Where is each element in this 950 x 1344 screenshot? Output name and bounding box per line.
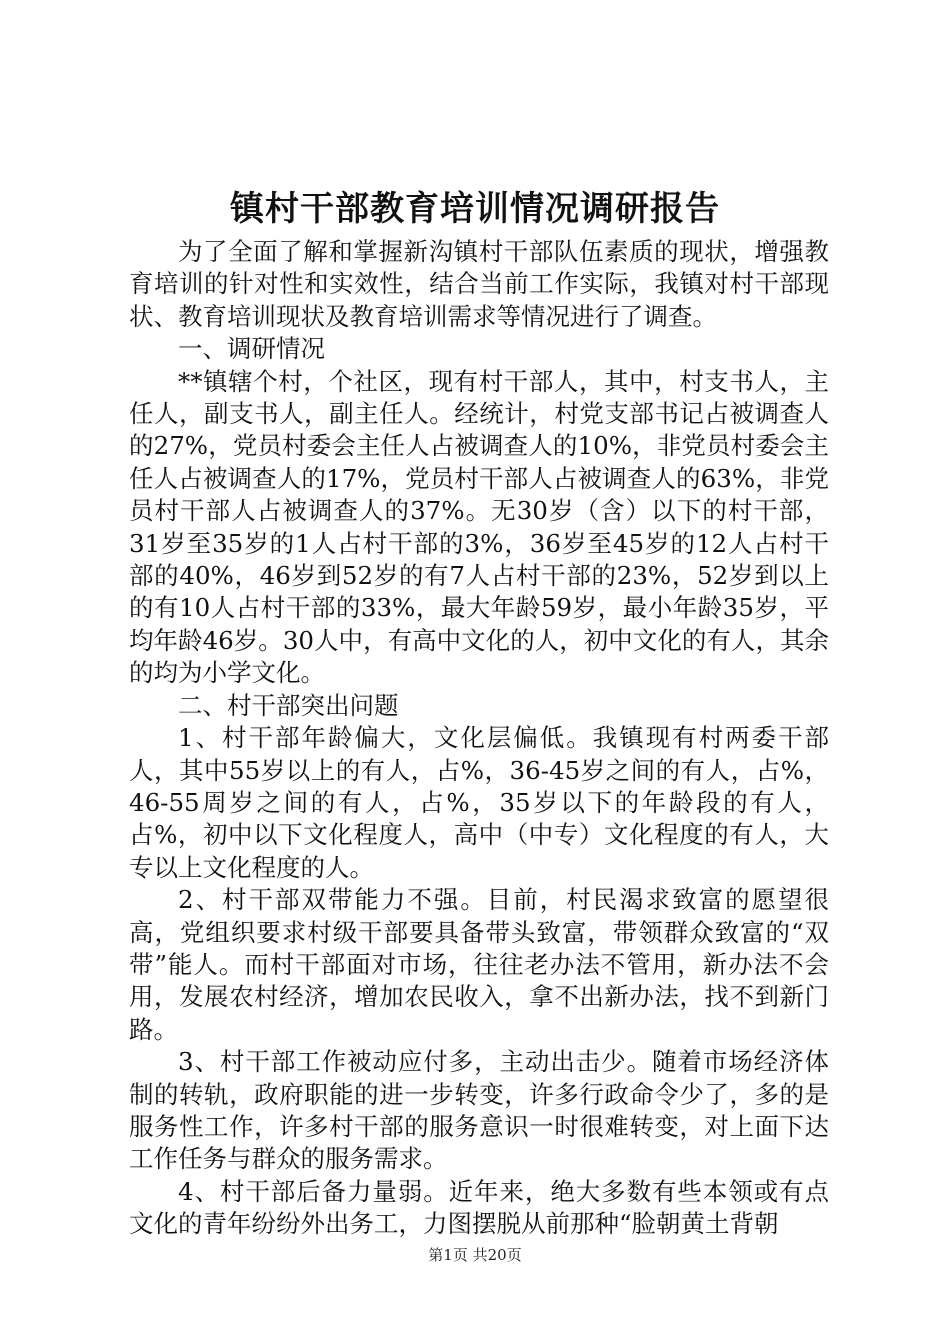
paragraph-survey-stats: **镇辖个村，个社区，现有村干部人，其中，村支书人，主任人，副支书人，副主任人。经统计，村党支部书记占被调查人的27%，党员村委会主任人占被调查人的10%，非党员村委会主任人占被调查人的17%，党员村干部人占被调查人的63%，非党员村干部人占被调查人的37%。无30岁（含）以下的村干部，31岁至35岁的1人占村干部的3%，36岁至45岁的12人占村干部的40%，46岁到52岁的有7人占村干部的23%，52岁到以上的有10人占村干部的33%，最大年龄59岁，最小年龄35岁，平均年龄46岁。30人中，有高中文化的人，初中文化的有人，其余的均为小学文化。 <box>129 366 829 688</box>
paragraph-problem-1: 1、村干部年龄偏大，文化层偏低。我镇现有村两委干部人，其中55岁以上的有人，占%，36-45岁之间的有人，占%，46-55周岁之间的有人，占%，35岁以下的年龄段的有人，占%，初中以下文化程度人，高中（中专）文化程度的有人，大专以上文化程度的人。 <box>129 723 829 882</box>
paragraph-problem-3: 3、村干部工作被动应付多，主动出击少。随着市场经济体制的转轨，政府职能的进一步转变，许多行政命令少了，多的是服务性工作，许多村干部的服务意识一时很难转变，对上面下达工作任务与群众的服务需求。 <box>129 1047 829 1174</box>
document-body <box>129 236 829 1241</box>
section-heading-problems: 二、村干部突出问题 <box>178 690 399 720</box>
paragraph-intro: 为了全面了解和掌握新沟镇村干部队伍素质的现状，增强教育培训的针对性和实效性，结合当前工作实际，我镇对村干部现状、教育培训现状及教育培训需求等情况进行了调查。 <box>129 237 829 331</box>
page-footer: 第1页 共20页 <box>428 1246 522 1264</box>
document-title: 镇村干部教育培训情况调研报告 <box>230 189 720 229</box>
section-heading-survey: 一、调研情况 <box>178 334 325 364</box>
paragraph-problem-2: 2、村干部双带能力不强。目前，村民渴求致富的愿望很高，党组织要求村级干部要具备带头致富，带领群众致富的“双带”能人。而村干部面对市场，往往老办法不管用，新办法不会用，发展农村经济，增加农民收入，拿不出新办法，找不到新门路。 <box>129 885 829 1044</box>
paragraph-problem-4: 4、村干部后备力量弱。近年来，绝大多数有些本领或有点文化的青年纷纷外出务工，力图摆脱从前那种“脸朝黄土背朝 <box>129 1176 829 1239</box>
